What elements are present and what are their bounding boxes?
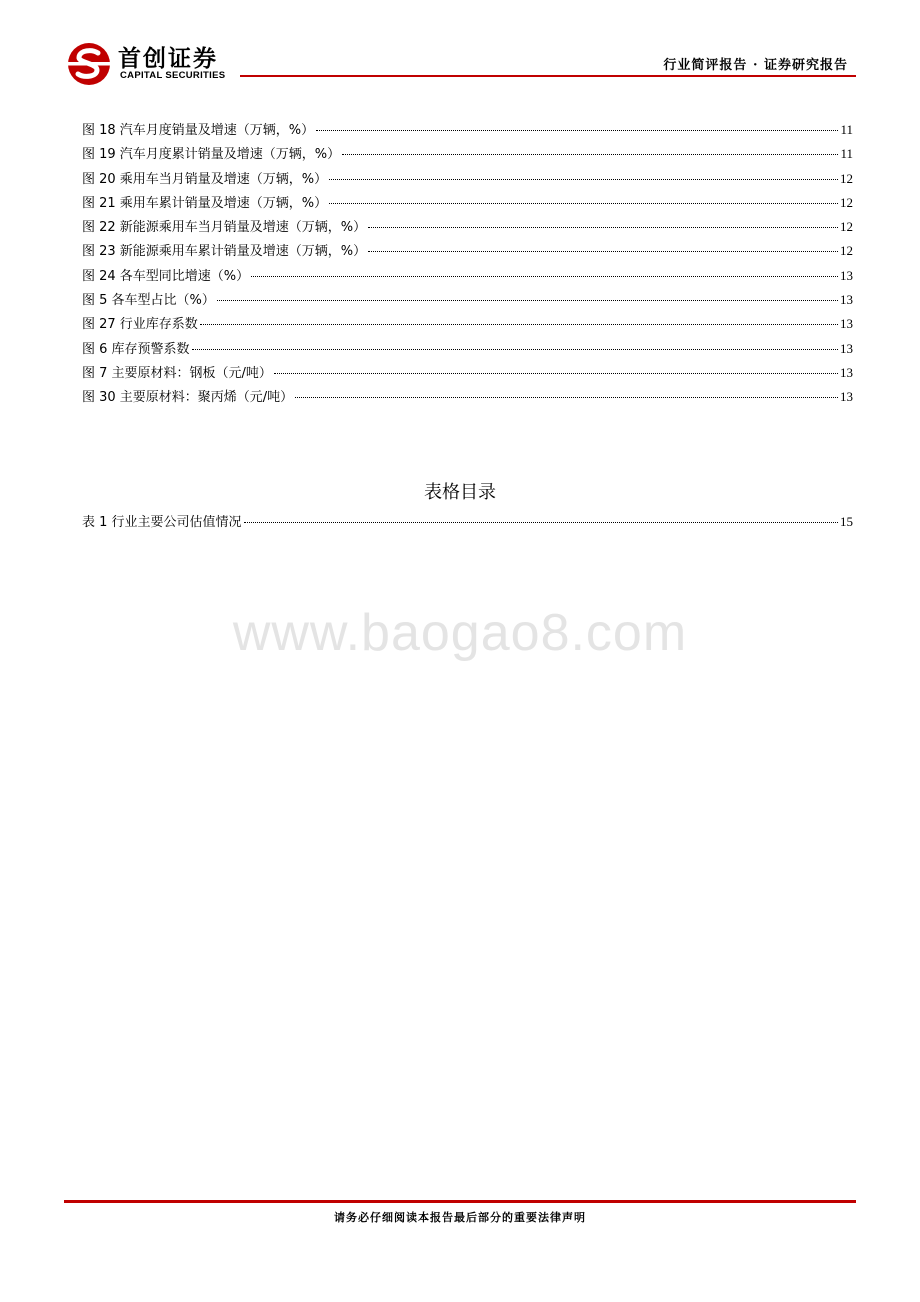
- toc-entry-label: 表 1 行业主要公司估值情况: [82, 515, 242, 530]
- toc-entry-label: 图 19 汽车月度累计销量及增速（万辆，%）: [82, 147, 341, 163]
- toc-entry[interactable]: [82, 215, 853, 239]
- toc-entry-label: 图 7 主要原材料：钢板（元/吨）: [82, 365, 272, 381]
- toc-entry[interactable]: [82, 264, 853, 288]
- toc-entry[interactable]: [82, 337, 853, 361]
- toc-leader-dots: [329, 179, 838, 180]
- toc-leader-dots: [342, 154, 838, 155]
- tables-section-title: 表格目录: [424, 482, 496, 503]
- toc-entry-page: 13: [840, 292, 853, 308]
- toc-entry[interactable]: [82, 167, 853, 191]
- capital-securities-logo-icon: [66, 42, 112, 86]
- toc-entry[interactable]: [82, 288, 853, 312]
- toc-entry-page: 13: [840, 389, 853, 405]
- toc-leader-dots: [192, 349, 838, 350]
- toc-entry-page: 13: [840, 364, 853, 380]
- toc-entry-page: 12: [840, 243, 853, 259]
- report-type: 行业简评报告 · 证券研究报告: [663, 58, 848, 73]
- header-divider: [240, 75, 856, 77]
- toc-entry-label: 图 6 库存预警系数: [82, 341, 190, 357]
- toc-entry[interactable]: [82, 191, 853, 215]
- toc-leader-dots: [251, 276, 838, 277]
- toc-leader-dots: [368, 227, 838, 228]
- toc-leader-dots: [368, 251, 838, 252]
- toc-leader-dots: [316, 130, 838, 131]
- company-logo: [66, 40, 246, 88]
- toc-entry-page: 12: [840, 170, 853, 186]
- logo-chinese-name: 首创证券: [118, 46, 218, 72]
- toc-entry-label: 图 20 乘用车当月销量及增速（万辆，%）: [82, 171, 328, 187]
- logo-english-name: CAPITAL SECURITIES: [120, 70, 226, 81]
- toc-entry-label: 图 23 新能源乘用车累计销量及增速（万辆，%）: [82, 244, 367, 260]
- figures-toc: [82, 118, 853, 410]
- toc-leader-dots: [217, 300, 838, 301]
- toc-entry[interactable]: [82, 312, 853, 336]
- toc-entry-label: 图 30 主要原材料：聚丙烯（元/吨）: [82, 390, 294, 406]
- toc-entry-page: 15: [840, 514, 853, 529]
- toc-entry-label: 图 18 汽车月度销量及增速（万辆，%）: [82, 123, 315, 138]
- toc-leader-dots: [200, 324, 838, 325]
- toc-entry-page: 12: [840, 219, 853, 235]
- toc-leader-dots: [329, 203, 838, 204]
- toc-entry-page: 11: [840, 146, 853, 162]
- toc-leader-dots: [244, 522, 838, 523]
- toc-entry[interactable]: [82, 239, 853, 263]
- toc-entry[interactable]: [82, 385, 853, 409]
- toc-leader-dots: [295, 397, 838, 398]
- toc-entry-label: 图 27 行业库存系数: [82, 317, 198, 333]
- footer-divider: [64, 1200, 856, 1203]
- toc-entry[interactable]: [82, 510, 853, 534]
- toc-entry-label: 图 22 新能源乘用车当月销量及增速（万辆，%）: [82, 220, 367, 236]
- toc-entry-page: 13: [840, 267, 853, 283]
- toc-entry-label: 图 5 各车型占比（%）: [82, 293, 215, 309]
- toc-entry-label: 图 24 各车型同比增速（%）: [82, 268, 250, 284]
- toc-entry-page: 13: [840, 316, 853, 332]
- toc-entry-page: 12: [840, 194, 853, 210]
- toc-entry-page: 13: [840, 340, 853, 356]
- footer-disclaimer: 请务必仔细阅读本报告最后部分的重要法律声明: [334, 1211, 586, 1224]
- toc-entry[interactable]: [82, 142, 853, 166]
- tables-toc: [82, 510, 853, 534]
- watermark: www.baogao8.com: [232, 604, 688, 662]
- toc-entry[interactable]: [82, 118, 853, 142]
- toc-entry-label: 图 21 乘用车累计销量及增速（万辆，%）: [82, 195, 328, 211]
- toc-entry-page: 11: [840, 122, 853, 137]
- toc-leader-dots: [274, 373, 838, 374]
- toc-entry[interactable]: [82, 361, 853, 385]
- page-header: [0, 0, 920, 90]
